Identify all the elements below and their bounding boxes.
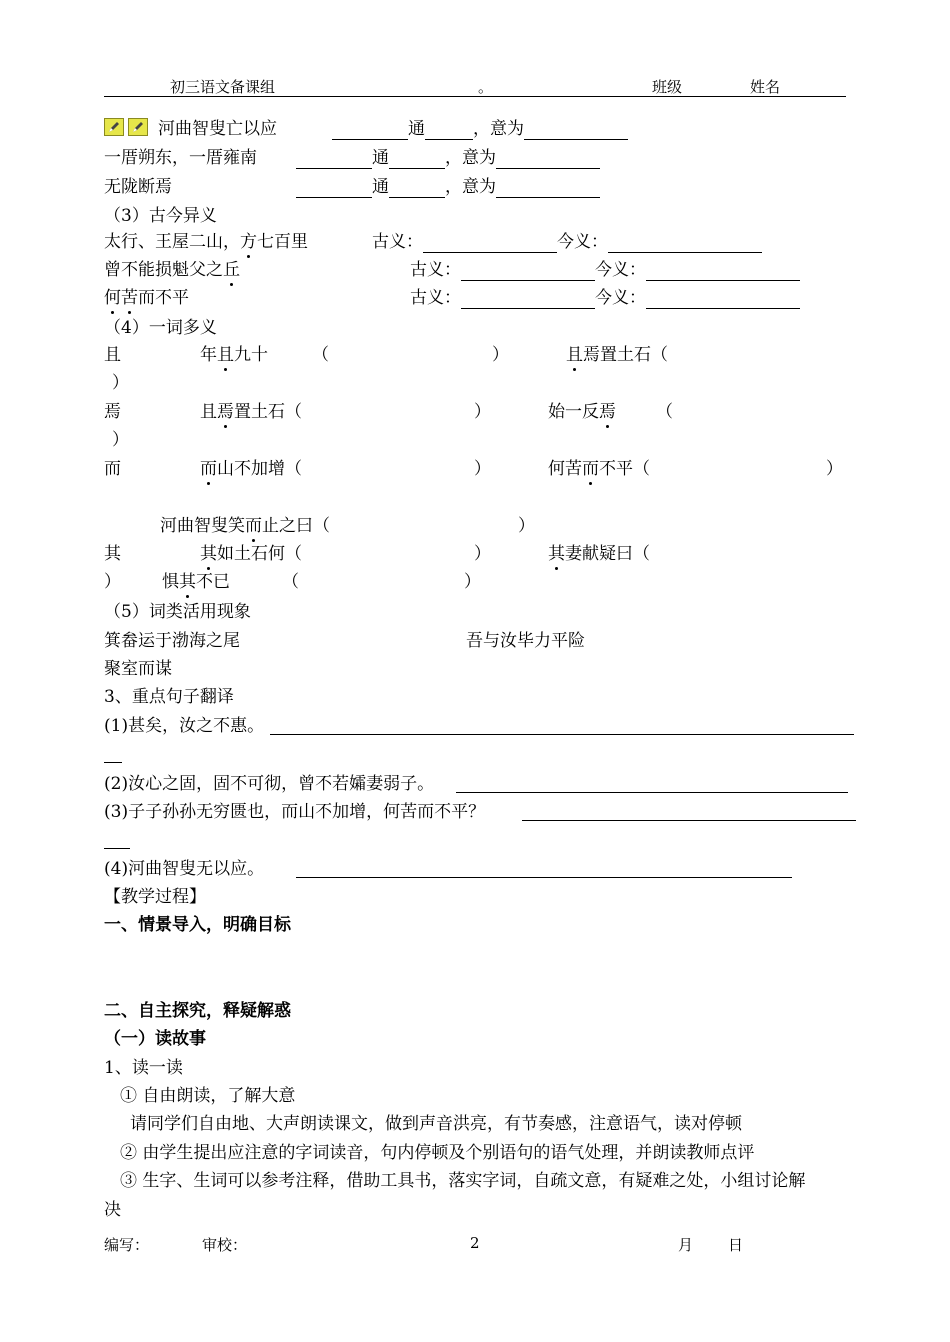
- tongjia-fill: 通 ，意为: [296, 176, 600, 198]
- paren-close: ）: [474, 544, 491, 564]
- answer-blank[interactable]: [461, 262, 595, 281]
- process-step: ① 自由朗读，了解大意: [120, 1086, 296, 1106]
- gujin-sentence: 曾不能损魁父之丘: [104, 260, 240, 280]
- paren-open: （: [282, 572, 299, 592]
- duoyi-word: 且: [104, 345, 121, 365]
- translate-sentence: (2)汝心之固，固不可彻，曾不若孀妻弱子。: [104, 774, 435, 794]
- gujin-fill: 古义： 今义：: [372, 231, 762, 253]
- answer-line[interactable]: [522, 820, 856, 821]
- process-step-cont: 决: [104, 1200, 121, 1220]
- answer-line[interactable]: [104, 848, 130, 849]
- page-number: 2: [470, 1234, 480, 1252]
- answer-blank[interactable]: [646, 290, 800, 309]
- answer-line[interactable]: [104, 762, 122, 763]
- section-heading-huoyong: （5）词类活用现象: [104, 602, 251, 622]
- process-item1: 1、读一读: [104, 1058, 183, 1078]
- process-step: ② 由学生提出应注意的字词读音，句内停顿及个别语句的语气处理，并朗读教师点评: [120, 1143, 755, 1163]
- header-rule: [104, 96, 846, 97]
- paren-close: ）: [826, 459, 843, 479]
- duoyi-example: 而山不加增（: [200, 459, 302, 479]
- header-class-label: 班级: [652, 78, 683, 96]
- answer-blank[interactable]: [524, 121, 628, 140]
- answer-blank[interactable]: [389, 150, 445, 169]
- answer-blank[interactable]: [423, 234, 557, 253]
- answer-blank[interactable]: [332, 121, 408, 140]
- answer-blank[interactable]: [296, 150, 372, 169]
- gujin-fill: 古义： 今义：: [410, 259, 800, 281]
- gujin-fill: 古义： 今义：: [410, 287, 800, 309]
- process-step: ③ 生字、生词可以参考注释，借助工具书，落实字词，自疏文意，有疑难之处，小组讨论解: [120, 1171, 806, 1191]
- gujin-sentence: 太行、王屋二山，方七百里: [104, 232, 308, 252]
- huoyong-item: 吾与汝毕力平险: [466, 631, 585, 651]
- gujin-sentence: 何苦而不平: [104, 288, 189, 308]
- header-name-label: 姓名: [750, 78, 781, 96]
- paren-close: ）: [104, 572, 121, 592]
- duoyi-example: 其妻献疑曰（: [548, 544, 650, 564]
- process-heading: 【教学过程】: [104, 887, 206, 907]
- footer-day: 日: [728, 1236, 744, 1254]
- duoyi-word: 焉: [104, 402, 121, 422]
- tongjia-sentence: 河曲智叟亡以应: [158, 119, 277, 139]
- duoyi-word: 而: [104, 459, 121, 479]
- process-step-detail: 请同学们自由地、大声朗读课文，做到声音洪亮，有节奏感，注意语气，读对停顿: [130, 1114, 742, 1134]
- duoyi-example: 且焉置土石（: [200, 402, 302, 422]
- footer-month: 月: [678, 1236, 694, 1254]
- duoyi-example: 惧其不已: [162, 572, 230, 592]
- process-part1: 一、情景导入，明确目标: [104, 915, 291, 935]
- tongjia-fill: 通 ，意为: [296, 147, 600, 169]
- answer-blank[interactable]: [389, 179, 445, 198]
- paren-close: ）: [464, 572, 481, 592]
- process-sub1: （一）读故事: [104, 1029, 206, 1049]
- answer-blank[interactable]: [296, 179, 372, 198]
- header-group: 初三语文备课组: [170, 78, 276, 96]
- answer-line[interactable]: [270, 734, 854, 735]
- pencil-icon: [128, 118, 148, 136]
- paren-close: ）: [474, 459, 491, 479]
- answer-blank[interactable]: [496, 179, 600, 198]
- duoyi-example: 河曲智叟笑而止之曰（: [160, 516, 330, 536]
- paren-open: （: [656, 402, 673, 422]
- duoyi-example: 年且九十: [200, 345, 268, 365]
- paren-open: （: [312, 345, 329, 365]
- paren-close: ）: [474, 402, 491, 422]
- answer-blank[interactable]: [461, 290, 595, 309]
- answer-blank[interactable]: [496, 150, 600, 169]
- huoyong-item: 聚室而谋: [104, 659, 172, 679]
- tongjia-sentence: 无陇断焉: [104, 177, 172, 197]
- huoyong-item: 箕畚运于渤海之尾: [104, 631, 240, 651]
- paren-close: ）: [112, 373, 129, 393]
- footer-reviewer: 审校：: [202, 1236, 248, 1254]
- translate-sentence: (1)甚矣，汝之不惠。: [104, 716, 265, 736]
- translate-sentence: (4)河曲智叟无以应。: [104, 859, 265, 879]
- pencil-icon: [104, 118, 124, 136]
- answer-line[interactable]: [296, 877, 792, 878]
- paren-close: ）: [112, 430, 129, 450]
- answer-blank[interactable]: [646, 262, 800, 281]
- header-dot: 。: [478, 78, 494, 96]
- duoyi-example: 何苦而不平（: [548, 459, 650, 479]
- process-part2: 二、自主探究，释疑解惑: [104, 1001, 291, 1021]
- paren-close: ）: [518, 516, 535, 536]
- answer-blank[interactable]: [608, 234, 762, 253]
- tongjia-fill: 通 ，意为: [332, 118, 628, 140]
- section-heading-gujin: （3）古今异义: [104, 206, 217, 226]
- section-heading-fanyi: 3、重点句子翻译: [104, 687, 234, 707]
- tongjia-sentence: 一厝朔东，一厝雍南: [104, 148, 257, 168]
- translate-sentence: (3)子子孙孙无穷匮也，而山不加增，何苦而不平？: [104, 802, 486, 822]
- answer-line[interactable]: [456, 792, 848, 793]
- duoyi-example: 始一反焉: [548, 402, 616, 422]
- answer-blank[interactable]: [425, 121, 473, 140]
- section-heading-duoyi: （4）一词多义: [104, 318, 217, 338]
- paren-close: ）: [492, 345, 509, 365]
- footer-editor: 编写：: [104, 1236, 150, 1254]
- duoyi-example: 且焉置土石（: [566, 345, 668, 365]
- duoyi-example: 其如土石何（: [200, 544, 302, 564]
- duoyi-word: 其: [104, 544, 121, 564]
